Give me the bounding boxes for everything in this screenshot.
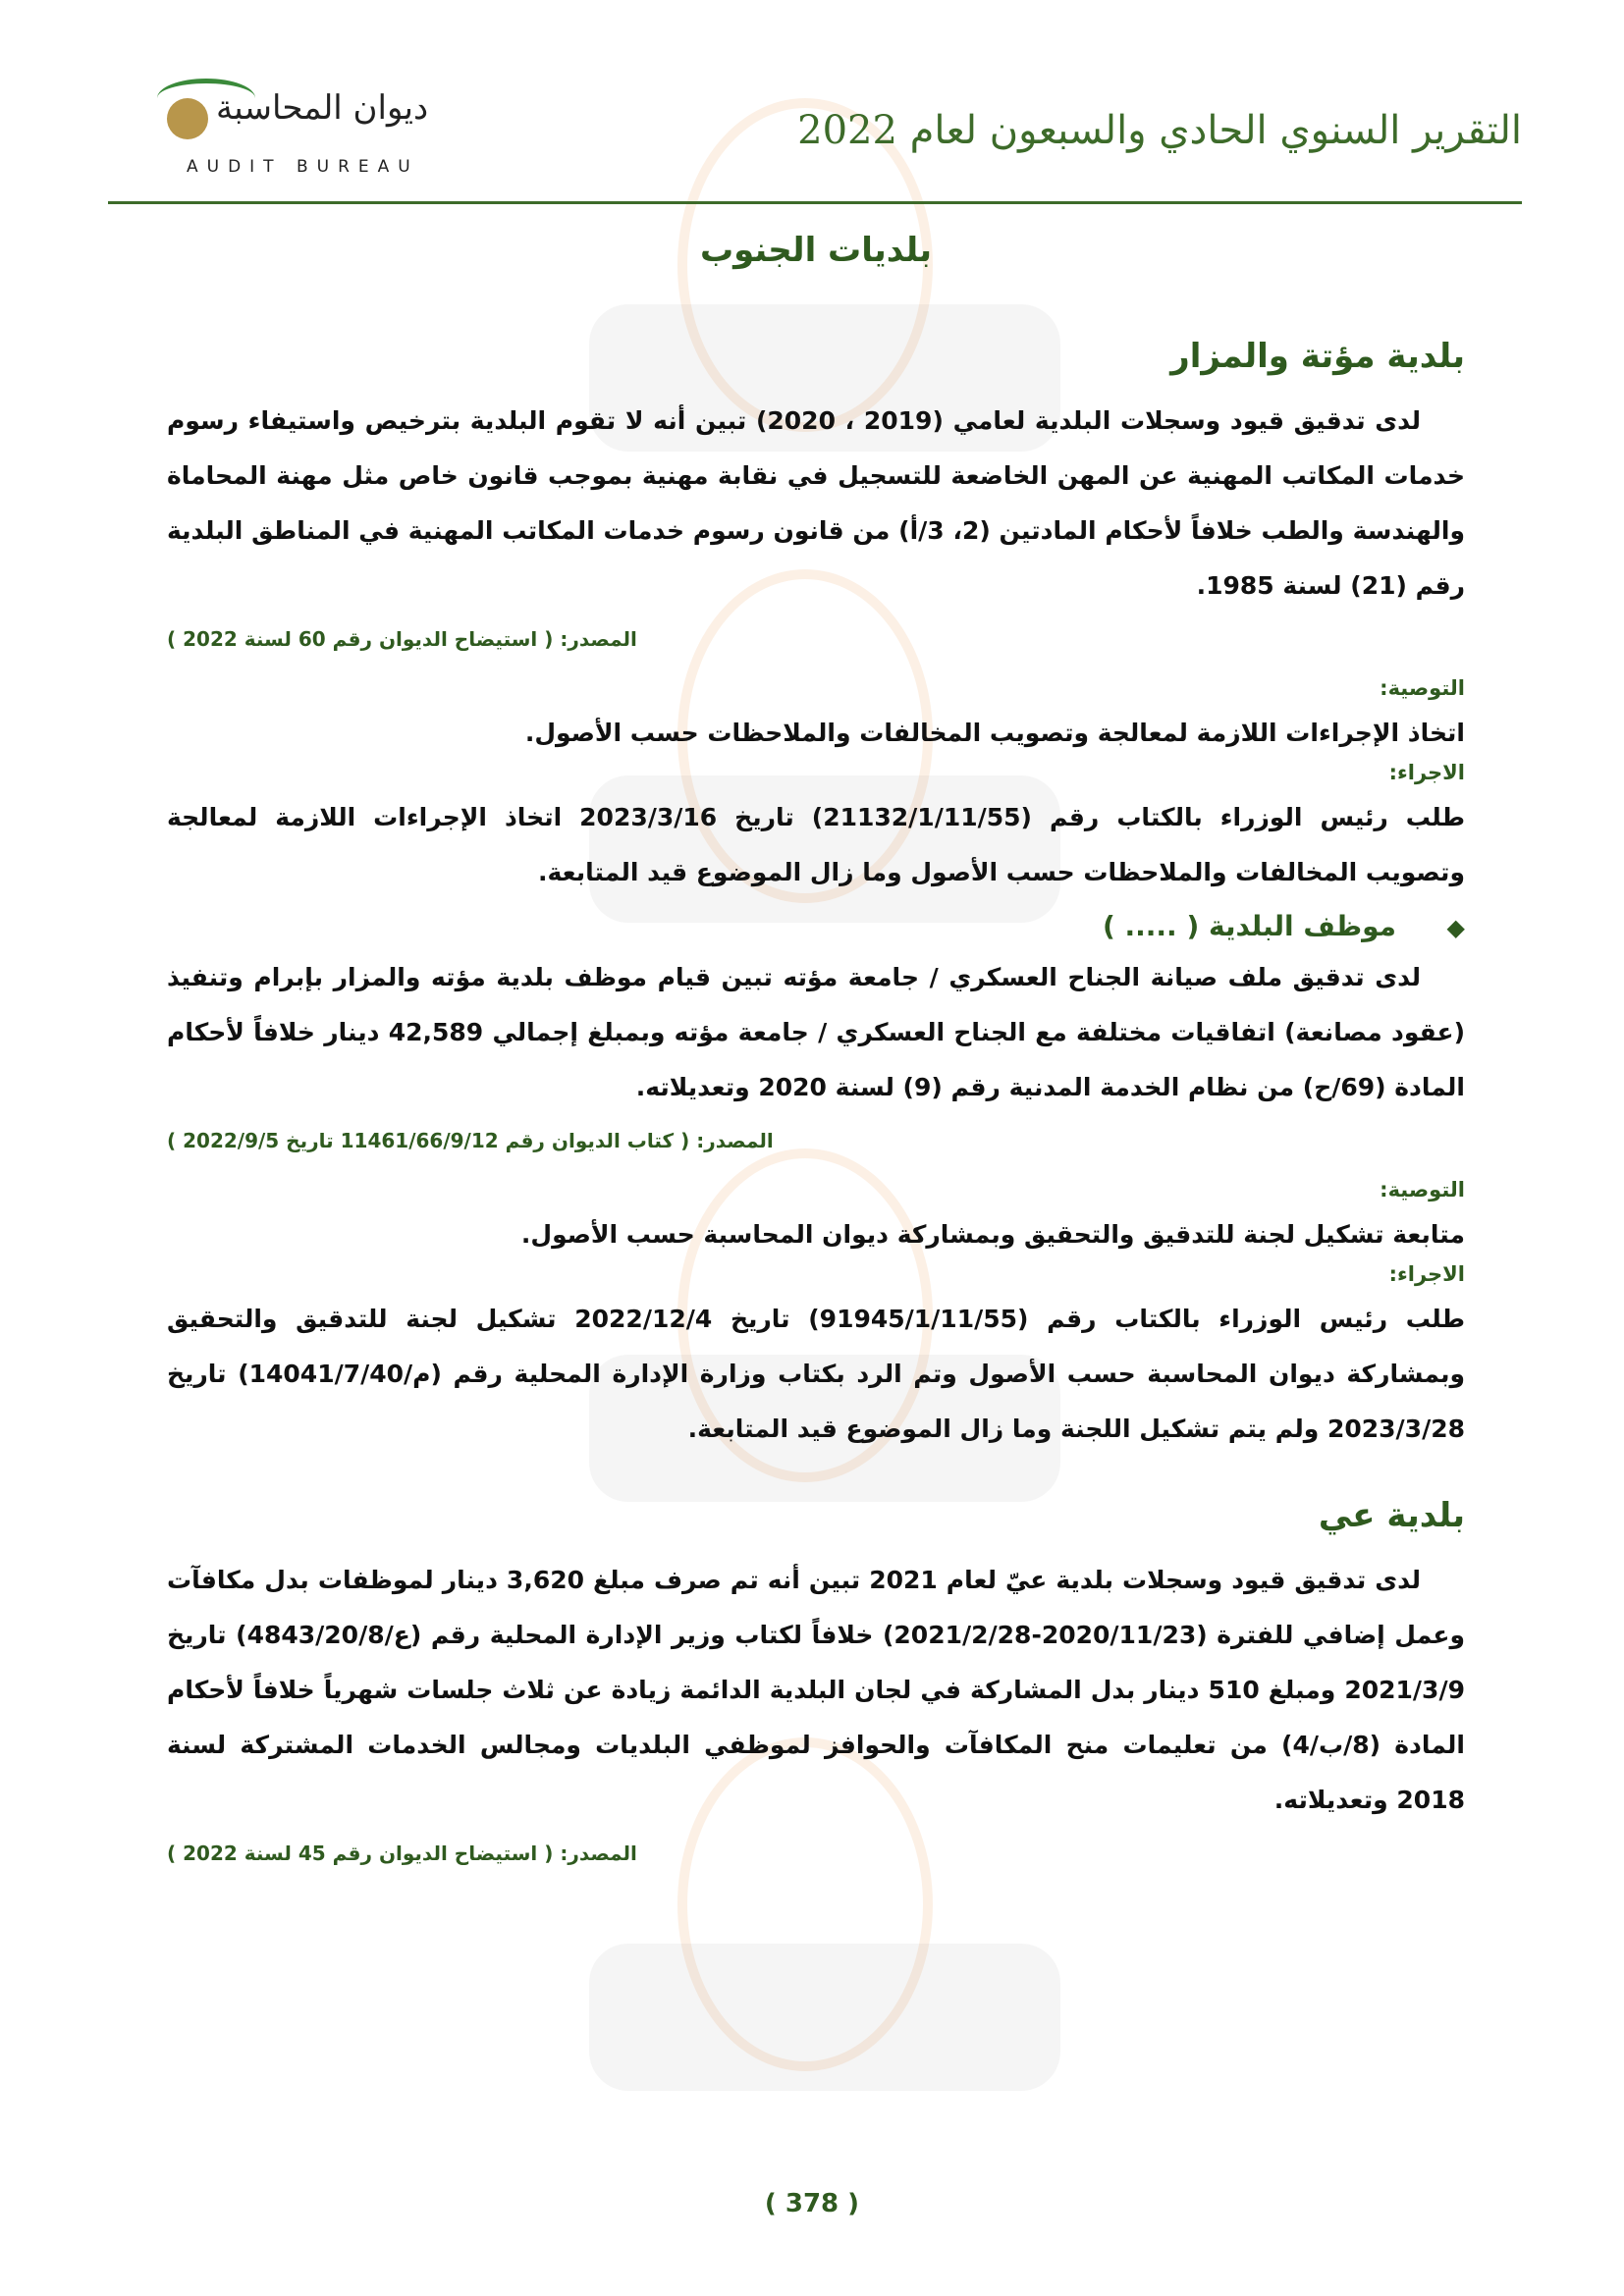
logo-arabic: ديوان المحاسبة (216, 88, 429, 128)
recommendation-label: التوصية: (1380, 676, 1465, 700)
action-label: الاجراء: (1388, 1262, 1465, 1286)
page-header (108, 59, 1522, 206)
finding-paragraph: لدى تدقيق قيود وسجلات البلدية لعامي (2019 ، 2020) تبين أنه لا تقوم البلدية بترخيص واستيفاء رسوم خدمات المكاتب المهنية عن المهن الخاضعة للتسجيل في نقابة مهنية بموجب قانون خاص مثل مهنة المحاماة والهندسة والطب خلافاً لأحكام المادتين (2، 3/أ) من قانون رسوم خدمات المكاتب المهنية في المناطق البلدية رقم (21) لسنة 1985. (167, 406, 1465, 600)
recommendation-text: متابعة تشكيل لجنة للتدقيق والتحقيق وبمشاركة ديوان المحاسبة حسب الأصول. (520, 1220, 1465, 1249)
header-divider (108, 201, 1522, 204)
action-text: طلب رئيس الوزراء بالكتاب رقم (21132/1/11/55) تاريخ 2023/3/16 اتخاذ الإجراءات اللازمة لمعالجة وتصويب المخالفات والملاحظات حسب الأصول وما زال الموضوع قيد المتابعة. (167, 803, 1466, 886)
recommendation-text: اتخاذ الإجراءات اللازمة لمعالجة وتصويب المخالفات والملاحظات حسب الأصول. (524, 719, 1465, 747)
action-text: طلب رئيس الوزراء بالكتاب رقم (91945/1/11/55) تاريخ 2022/12/4 تشكيل لجنة للتدقيق والتحقيق وبمشاركة ديوان المحاسبة حسب الأصول وتم الرد بكتاب وزارة الإدارة المحلية رقم (م/14041/7/40) تاريخ 2023/3/28 ولم يتم تشكيل اللجنة وما زال الموضوع قيد المتابعة. (167, 1305, 1466, 1443)
heading-mutah-mazar: بلدية مؤتة والمزار (1170, 337, 1465, 376)
audit-bureau-logo (147, 59, 461, 187)
recommendation-label: التوصية: (1380, 1178, 1465, 1201)
finding-paragraph: لدى تدقيق ملف صيانة الجناح العسكري / جامعة مؤته تبين قيام موظف بلدية مؤته والمزار بإبرام وتنفيذ (عقود مصانعة) اتفاقيات مختلفة مع الجناح العسكري / جامعة مؤته وبمبلغ إجمالي 42,589 دينار خلافاً لأحكام المادة (69/ح) من نظام الخدمة المدنية رقم (9) لسنة 2020 وتعديلاته. (167, 963, 1465, 1101)
finding-paragraph: لدى تدقيق قيود وسجلات بلدية عيّ لعام 2021 تبين أنه تم صرف مبلغ 3,620 دينار لموظفات بدل مكافآت وعمل إضافي للفترة (2020/11/23-2021/2/28) خلافاً لكتاب وزير الإدارة المحلية رقم (ع/4843/20/8) تاريخ 2021/3/9 ومبلغ 510 دينار بدل المشاركة في لجان البلدية الدائمة زيادة عن ثلاث جلسات شهرياً خلافاً لأحكام المادة (8/ب/4) من تعليمات منح المكافآت والحوافز لموظفي البلديات ومجالس الخدمات المشتركة لسنة 2018 وتعديلاته. (167, 1566, 1465, 1814)
section-title: بلديات الجنوب (699, 231, 933, 270)
subheading-text: موظف البلدية ( ..... ) (1102, 910, 1396, 942)
subheading-employee (167, 910, 1465, 942)
logo-english: AUDIT BUREAU (187, 157, 419, 177)
action-label: الاجراء: (1388, 761, 1465, 784)
report-title: التقرير السنوي الحادي والسبعون لعام 2022 (797, 108, 1522, 153)
source-note: المصدر: ( كتاب الديوان رقم 11461/66/9/12 تاريخ 2022/9/5 ) (167, 1129, 774, 1152)
source-note: المصدر: ( استيضاح الديوان رقم 60 لسنة 2022 ) (167, 627, 637, 651)
diamond-bullet-icon: ◆ (1446, 914, 1465, 941)
document-body (167, 231, 1465, 1891)
heading-ay: بلدية عي (1318, 1496, 1465, 1535)
page-number: ( 378 ) (764, 2189, 860, 2218)
source-note: المصدر: ( استيضاح الديوان رقم 45 لسنة 2022 ) (167, 1842, 637, 1865)
